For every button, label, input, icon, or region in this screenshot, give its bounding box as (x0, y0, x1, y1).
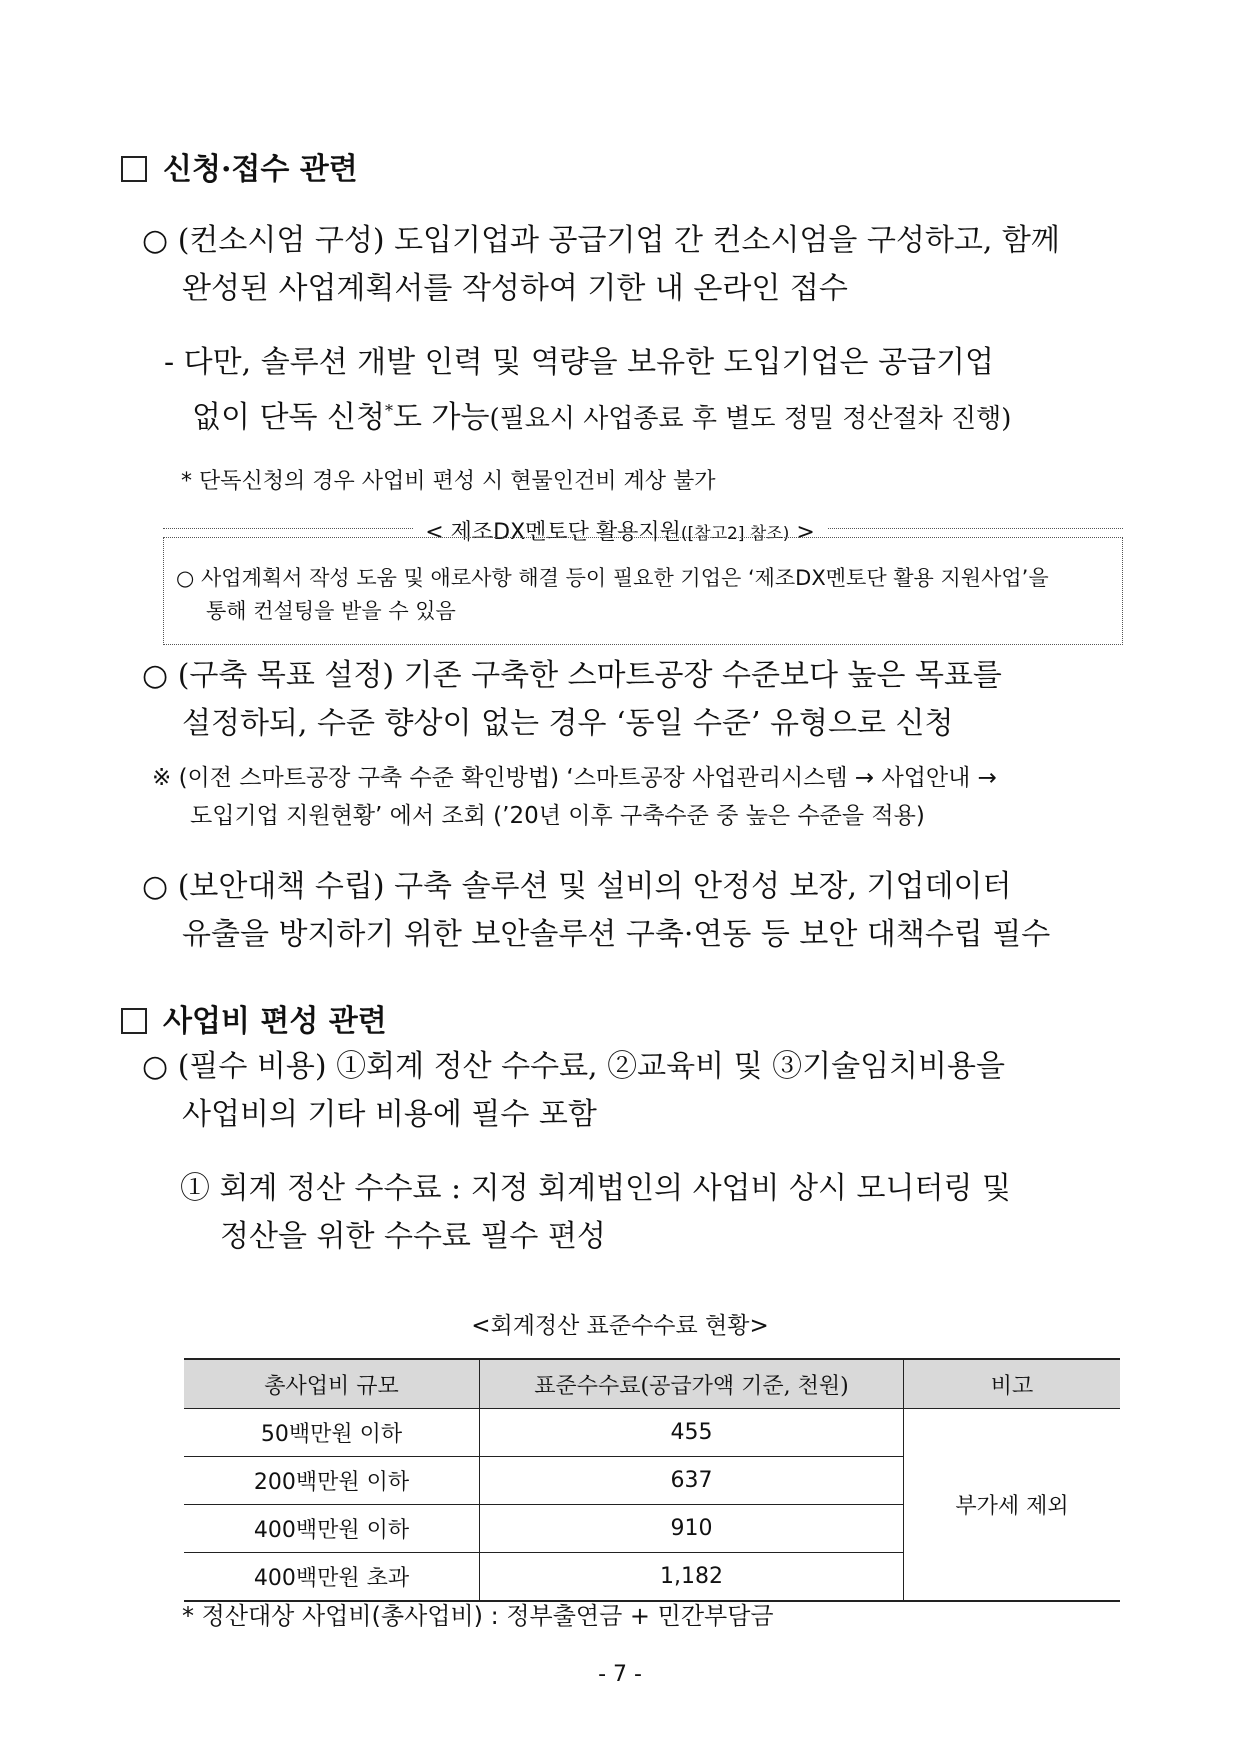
table-cell: 637 (480, 1457, 904, 1505)
note-level-check-line2: 도입기업 지원현황’ 에서 조회 (’20년 이후 구축수준 중 높은 수준을 적용) (190, 803, 925, 829)
table-row (184, 1409, 1120, 1457)
checkbox-square-icon (121, 1008, 147, 1034)
reference-box-line1: ○ 사업계획서 작성 도움 및 애로사항 해결 등이 필요한 기업은 ‘제조DX멘토단 활용 지원사업’을 (176, 566, 1049, 590)
section-title-application: 신청·접수 관련 (121, 144, 358, 188)
item-target-line2: 설정하되, 수준 향상이 없는 경우 ‘동일 수준’ 유형으로 신청 (182, 706, 954, 741)
table-cell: 50백만원 이하 (184, 1409, 480, 1457)
footnote-sole-apply: * 단독신청의 경우 사업비 편성 시 현물인건비 계상 불가 (181, 469, 716, 494)
dash-sole-apply-line2: 없이 단독 신청*도 가능(필요시 사업종료 후 별도 정밀 정산절차 진행) (192, 400, 1012, 435)
table-header-cell: 비고 (904, 1359, 1121, 1409)
table-cell: 200백만원 이하 (184, 1457, 480, 1505)
footnote-settlement: * 정산대상 사업비(총사업비) : 정부출연금 + 민간부담금 (182, 1602, 774, 1630)
table-header-row (184, 1359, 1120, 1409)
page-number: - 7 - (598, 1662, 642, 1687)
table-header-cell: 표준수수료(공급가액 기준, 천원) (480, 1359, 904, 1409)
note-level-check-line1: ※ (이전 스마트공장 구축 수준 확인방법) ‘스마트공장 사업관리시스템 → 사업안내 → (152, 765, 997, 791)
table-note-cell: 부가세 제외 (904, 1409, 1121, 1602)
table-header-cell: 총사업비 규모 (184, 1359, 480, 1409)
dash-sole-apply-line1: - 다만, 솔루션 개발 인력 및 역량을 보유한 도입기업은 공급기업 (164, 345, 994, 380)
table-cell: 1,182 (480, 1553, 904, 1602)
table-cell: 400백만원 이하 (184, 1505, 480, 1553)
table-cell: 400백만원 초과 (184, 1553, 480, 1602)
accounting-fee-table (184, 1358, 1120, 1602)
item-security-line1: ○ (보안대책 수립) 구축 솔루션 및 설비의 안정성 보장, 기업데이터 (142, 869, 1012, 904)
reference-box-title: < 제조DX멘토단 활용지원([참고2] 참조) > (0, 515, 1240, 546)
sub-accounting-fee-line2: 정산을 위한 수수료 필수 편성 (220, 1219, 606, 1254)
table-caption: <회계정산 표준수수료 현황> (471, 1313, 769, 1339)
item-required-cost-line2: 사업비의 기타 비용에 필수 포함 (182, 1097, 597, 1132)
item-required-cost-line1: ○ (필수 비용) ①회계 정산 수수료, ②교육비 및 ③기술임치비용을 (142, 1049, 1005, 1084)
section-title-budget: 사업비 편성 관련 (121, 996, 387, 1040)
table-cell: 910 (480, 1505, 904, 1553)
item-target-line1: ○ (구축 목표 설정) 기존 구축한 스마트공장 수준보다 높은 목표를 (142, 658, 1002, 693)
reference-box-line2: 통해 컨설팅을 받을 수 있음 (206, 599, 456, 623)
sub-accounting-fee-line1: ① 회계 정산 수수료 : 지정 회계법인의 사업비 상시 모니터링 및 (180, 1171, 1011, 1206)
item-consortium-line2: 완성된 사업계획서를 작성하여 기한 내 온라인 접수 (182, 271, 848, 306)
item-security-line2: 유출을 방지하기 위한 보안솔루션 구축·연동 등 보안 대책수립 필수 (182, 917, 1051, 952)
checkbox-square-icon (121, 156, 147, 182)
item-consortium-line1: ○ (컨소시엄 구성) 도입기업과 공급기업 간 컨소시엄을 구성하고, 함께 (142, 223, 1060, 258)
table-cell: 455 (480, 1409, 904, 1457)
